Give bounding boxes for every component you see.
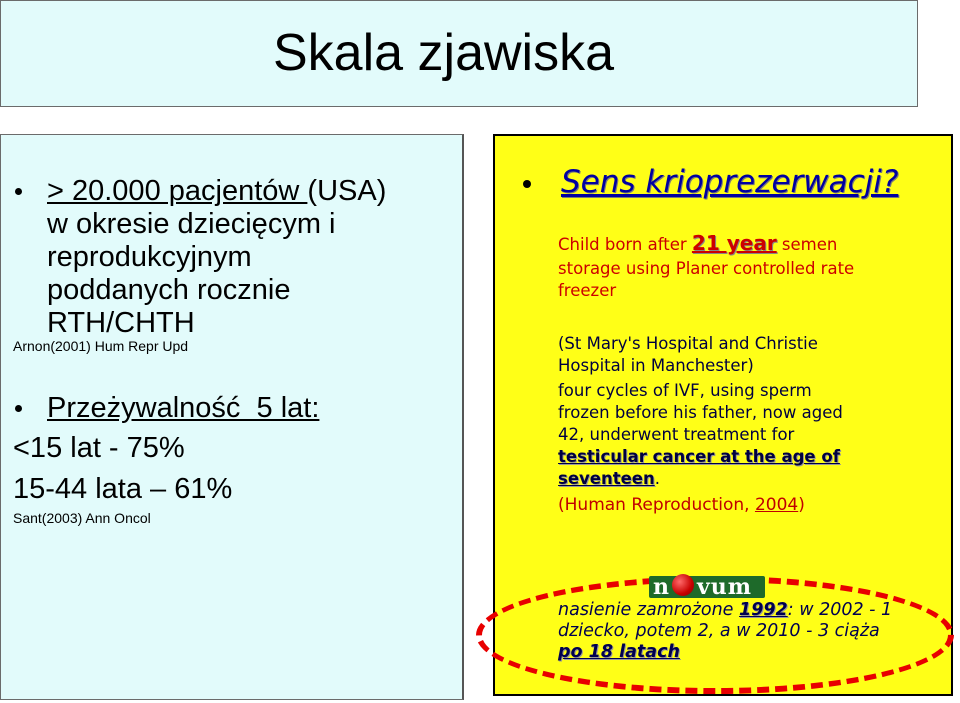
ivf-line4: testicular cancer at the age of [558, 447, 840, 466]
bullet1-line4: poddanych rocznie [47, 274, 291, 306]
novum-statement [558, 600, 950, 663]
seventeen-text: seventeen [558, 469, 655, 488]
hospital-line1: (St Mary's Hospital and Christie [558, 334, 818, 353]
novum-line1 [558, 600, 950, 621]
logo-letters-vum: vum [697, 574, 753, 600]
journal-reference [558, 494, 805, 516]
bullet-dot [523, 180, 531, 188]
cryopreservation-heading: Sens krioprezerwacji? [561, 164, 899, 200]
bullet1-line2: w okresie dziecięcym i [47, 208, 336, 240]
survival-stat-15-44: 15-44 lata – 61% [13, 473, 233, 505]
novum-logo [649, 576, 765, 598]
freeze-year: 1992 [739, 600, 788, 620]
journal-name: (Human Reproduction, [558, 495, 755, 515]
novum-line3: po 18 latach [558, 642, 680, 662]
semen-text: semen [776, 235, 838, 254]
survival-heading: Przeżywalność 5 lat: [47, 392, 320, 424]
bullet1-line5: RTH/CHTH [47, 307, 195, 339]
country-text: (USA) [307, 175, 387, 207]
logo-red-dot [672, 574, 694, 596]
ivf-line1: four cycles of IVF, using sperm [558, 381, 812, 400]
slide-title: Skala zjawiska [273, 24, 615, 82]
child-born-line2: storage using Planer controlled rate [558, 259, 855, 278]
novum-line2: dziecko, potem 2, a w 2010 - 3 ciąża [558, 621, 880, 641]
logo-letter-n: n [653, 574, 670, 600]
ivf-line5 [558, 468, 660, 490]
left-panel [0, 134, 464, 700]
bullet-dot [15, 188, 22, 195]
journal-year: 2004 [754, 495, 799, 515]
child-born-text: Child born after [558, 235, 692, 254]
ivf-line2: frozen before his father, now aged [558, 403, 843, 422]
survival-stat-under15: <15 lat - 75% [13, 432, 185, 464]
period-text: . [654, 469, 660, 488]
citation-arnon: Arnon(2001) Hum Repr Upd [13, 338, 189, 354]
patients-count-text: > 20.000 pacjentów [47, 175, 308, 207]
citation-sant: Sant(2003) Ann Oncol [13, 510, 151, 526]
ivf-line3: 42, underwent treatment for [558, 425, 795, 444]
child-born-line3: freezer [558, 281, 617, 300]
child-born-line1 [558, 232, 837, 256]
journal-close: ) [798, 495, 805, 515]
frozen-semen-text: nasienie zamrożone [558, 600, 740, 620]
title-panel [0, 0, 918, 107]
first-child-text: : w 2002 - 1 [787, 600, 893, 620]
bullet1-line3: reprodukcyjnym [47, 241, 252, 273]
bullet1-line1 [47, 175, 386, 208]
years-highlight: 21 year [691, 231, 777, 255]
bullet-dot [15, 405, 22, 412]
hospital-line2: Hospital in Manchester) [558, 356, 754, 375]
